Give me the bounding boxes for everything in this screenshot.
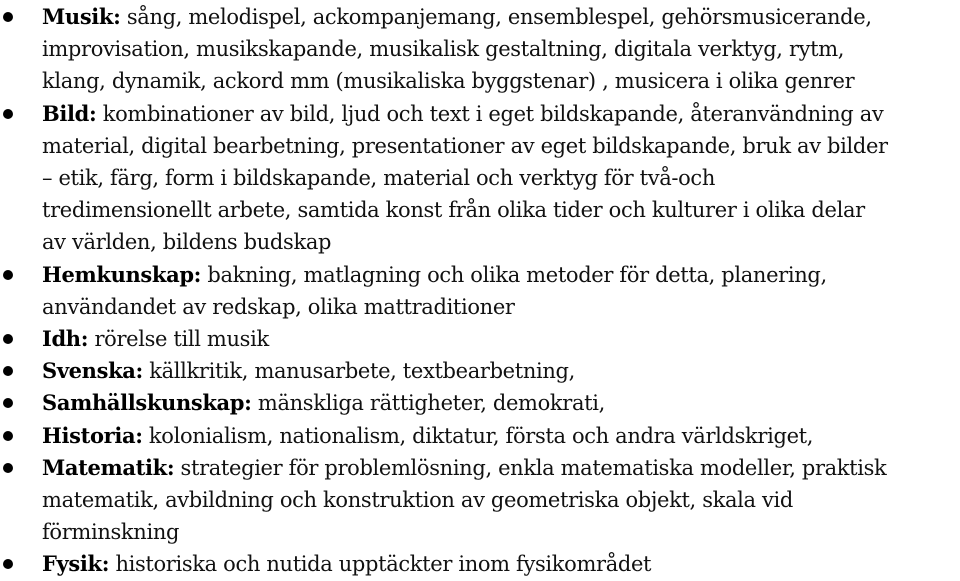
- subject-text: strategier för problemlösning, enkla matematiska modeller, praktisk: [174, 455, 887, 480]
- subject-name: Historia:: [42, 422, 143, 448]
- subject-text: användandet av redskap, olika mattraditioner: [42, 294, 515, 319]
- subject-text: – etik, färg, form i bildskapande, material och verktyg för två-och: [42, 166, 716, 191]
- subject-text: av världen, bildens budskap: [42, 230, 332, 255]
- line: [42, 98, 956, 130]
- bullet-icon: [3, 109, 13, 119]
- subject-text: material, digital bearbetning, presentationer av eget bildskapande, bruk av bilder: [42, 133, 888, 158]
- subject-text: rörelse till musik: [88, 327, 269, 352]
- list-item-musik: [0, 1, 960, 98]
- list-item-svenska: [0, 355, 960, 387]
- subject-text: matematik, avbildning och konstruktion av geometriska objekt, skala vid: [42, 488, 794, 513]
- subject-name: Fysik:: [42, 551, 110, 577]
- subject-text: kombinationer av bild, ljud och text i eget bildskapande, återanvändning av: [96, 101, 884, 126]
- subject-list: [0, 1, 960, 581]
- bullet-icon: [3, 398, 13, 408]
- subject-name: Svenska:: [42, 358, 143, 384]
- list-item-hemkunskap: [0, 259, 960, 323]
- subject-text: klang, dynamik, ackord mm (musikaliska byggstenar) , musicera i olika genrer: [42, 69, 855, 94]
- subject-text: källkritik, manusarbete, textbearbetning,: [142, 359, 575, 384]
- bullet-icon: [3, 334, 13, 344]
- bullet-icon: [3, 431, 13, 441]
- line: [42, 259, 956, 291]
- subject-text: mänskliga rättigheter, demokrati,: [251, 391, 605, 416]
- line: [42, 387, 956, 419]
- bullet-icon: [3, 270, 13, 280]
- line: [42, 420, 956, 452]
- subject-name: Samhällskunskap:: [42, 390, 252, 416]
- line: [42, 452, 956, 484]
- bullet-icon: [3, 366, 13, 376]
- bullet-icon: [3, 559, 13, 569]
- subject-name: Idh:: [42, 326, 89, 352]
- list-item-samhallskunskap: [0, 387, 960, 419]
- line: [42, 355, 956, 387]
- list-item-matematik: [0, 452, 960, 549]
- bullet-icon: [3, 463, 13, 473]
- subject-text: tredimensionellt arbete, samtida konst från olika tider och kulturer i olika delar: [42, 198, 865, 223]
- subject-name: Musik:: [42, 4, 121, 29]
- bullet-icon: [3, 12, 13, 22]
- subject-text: improvisation, musikskapande, musikalisk gestaltning, digitala verktyg, rytm,: [42, 37, 845, 62]
- subject-name: Matematik:: [42, 454, 175, 480]
- subject-text: förminskning: [42, 520, 180, 545]
- subject-text: historiska och nutida upptäckter inom fysikområdet: [109, 552, 652, 577]
- line: [42, 1, 956, 33]
- subject-name: Bild:: [42, 100, 97, 126]
- subject-name: Hemkunskap:: [42, 261, 202, 287]
- list-item-fysik: [0, 548, 960, 580]
- subject-text: kolonialism, nationalism, diktatur, första och andra världskriget,: [142, 423, 814, 448]
- list-item-historia: [0, 420, 960, 452]
- line: [42, 323, 956, 355]
- subject-text: bakning, matlagning och olika metoder för detta, planering,: [201, 262, 827, 287]
- list-item-bild: [0, 98, 960, 259]
- line: [42, 548, 956, 580]
- list-item-idh: [0, 323, 960, 355]
- subject-text: sång, melodispel, ackompanjemang, ensemblespel, gehörsmusicerande,: [120, 5, 872, 29]
